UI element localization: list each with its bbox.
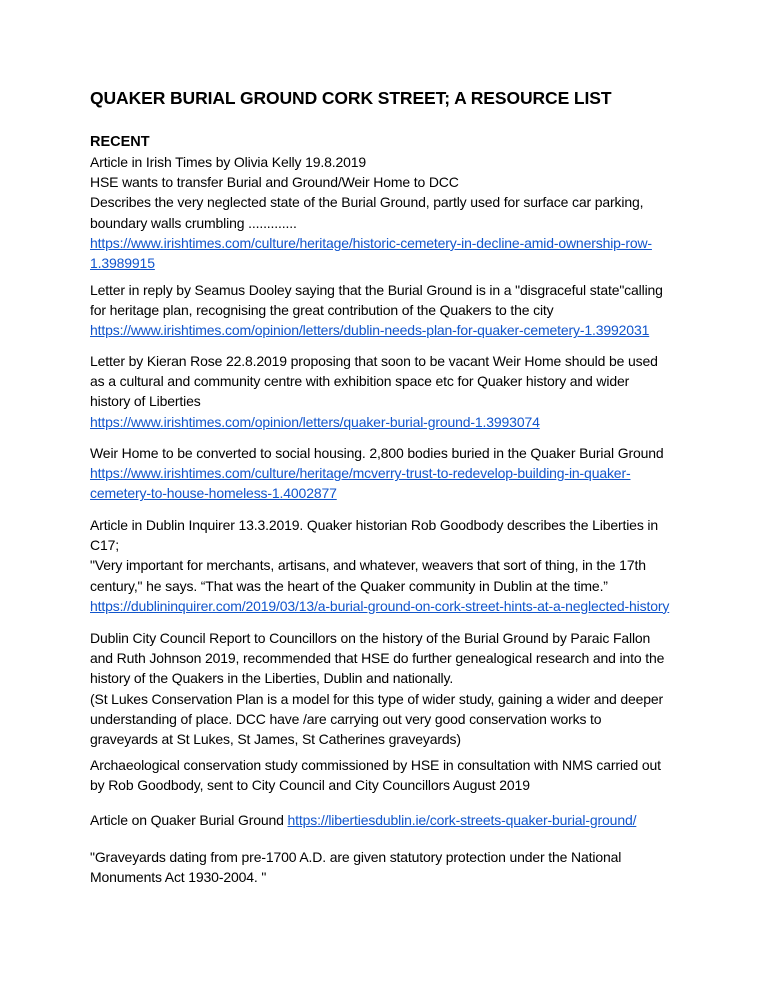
text-line: Letter in reply by Seamus Dooley saying that the Burial Ground is in a "disgraceful state"calling [90, 282, 663, 298]
paragraph-irish-times-article [90, 152, 690, 273]
section-heading-recent: RECENT [90, 134, 150, 150]
text-line: Article in Irish Times by Olivia Kelly 19.8.2019 [90, 154, 367, 170]
irish-times-cemetery-link-cont[interactable]: 1.3989915 [90, 255, 155, 272]
irish-times-cemetery-link[interactable]: https://www.irishtimes.com/culture/heritage/historic-cemetery-in-decline-amid-ownership-row- [90, 234, 652, 251]
mcverry-trust-link-cont[interactable]: cemetery-to-house-homeless-1.4002877 [90, 485, 337, 502]
mcverry-trust-link[interactable]: https://www.irishtimes.com/culture/heritage/mcverry-trust-to-redevelop-building-in-quaker- [90, 465, 631, 482]
page-title: QUAKER BURIAL GROUND CORK STREET; A RESOURCE LIST [90, 88, 612, 108]
text-line: Letter by Kieran Rose 22.8.2019 proposing that soon to be vacant Weir Home should be used [90, 353, 658, 369]
paragraph-council-report [90, 628, 690, 749]
text-line: Archaeological conservation study commissioned by HSE in consultation with NMS carried out [90, 757, 661, 773]
text-line: "Graveyards dating from pre-1700 A.D. are given statutory protection under the National [90, 849, 622, 865]
dublin-inquirer-link[interactable]: https://dublininquirer.com/2019/03/13/a-burial-ground-on-cork-street-hints-at-a-neglected-history [90, 597, 670, 614]
text-line: for heritage plan, recognising the great contribution of the Quakers to the city [90, 302, 554, 319]
text-line: "Very important for merchants, artisans, and whatever, weavers that sort of thing, in the 17th [90, 557, 646, 574]
text-line: C17; [90, 537, 119, 554]
paragraph-conservation-study [90, 755, 690, 795]
paragraph-rose-letter [90, 351, 690, 432]
text-line: as a cultural and community centre with exhibition space etc for Quaker history and wider [90, 373, 630, 390]
text-line: (St Lukes Conservation Plan is a model for this type of wider study, gaining a wider and deeper [90, 690, 664, 707]
dooley-letter-link[interactable]: https://www.irishtimes.com/opinion/letters/dublin-needs-plan-for-quaker-cemetery-1.3992031 [90, 322, 650, 339]
liberties-article-text: Article on Quaker Burial Ground [90, 812, 288, 828]
text-line: by Rob Goodbody, sent to City Council and City Councillors August 2019 [90, 777, 530, 794]
paragraph-weir-home [90, 443, 690, 504]
text-line: Dublin City Council Report to Councillors on the history of the Burial Ground by Paraic Fallon [90, 630, 651, 646]
liberties-dublin-link[interactable]: https://libertiesdublin.ie/cork-streets-quaker-burial-ground/ [287, 812, 637, 828]
paragraph-dooley-letter [90, 280, 690, 341]
rose-letter-link[interactable]: https://www.irishtimes.com/opinion/letters/quaker-burial-ground-1.3993074 [90, 413, 540, 430]
text-line: Describes the very neglected state of the Burial Ground, partly used for surface car parking, [90, 194, 644, 211]
text-line: HSE wants to transfer Burial and Ground/Weir Home to DCC [90, 174, 459, 191]
text-line: Article in Dublin Inquirer 13.3.2019. Quaker historian Rob Goodbody describes the Liberties in [90, 517, 659, 533]
text-line: Weir Home to be converted to social housing. 2,800 bodies buried in the Quaker Burial Ground [90, 445, 664, 461]
text-line: boundary walls crumbling ............. [90, 214, 297, 231]
text-line: graveyards at St Lukes, St James, St Catherines graveyards) [90, 731, 461, 748]
text-line: century," he says. “That was the heart of the Quaker community in Dublin at the time.” [90, 577, 608, 594]
text-line: understanding of place. DCC have /are carrying out very good conservation works to [90, 710, 602, 727]
paragraph-liberties-article [90, 810, 690, 830]
text-line: and Ruth Johnson 2019, recommended that HSE do further genealogical research and into the [90, 650, 665, 667]
text-line: history of the Quakers in the Liberties, Dublin and nationally. [90, 670, 454, 687]
text-line: Monuments Act 1930-2004. " [90, 869, 267, 886]
text-line: history of Liberties [90, 393, 201, 410]
paragraph-dublin-inquirer [90, 515, 690, 616]
paragraph-monuments-act-quote [90, 847, 690, 887]
